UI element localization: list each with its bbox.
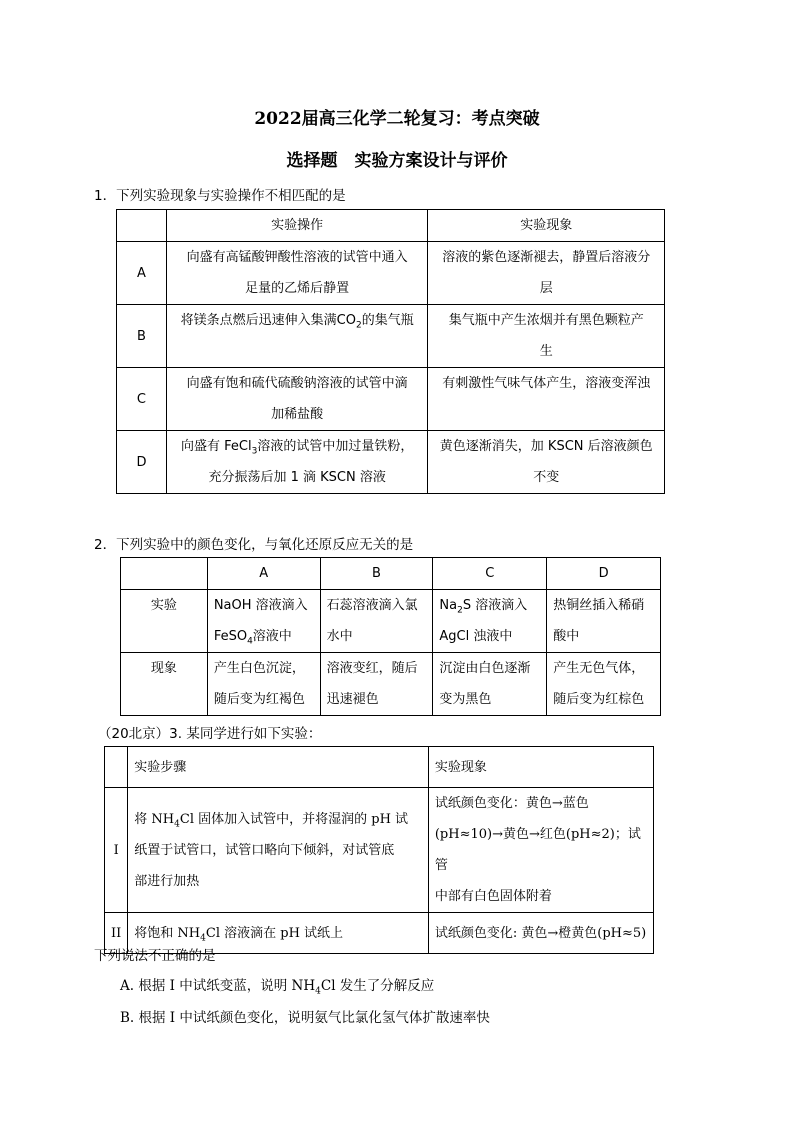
- column-c: C: [433, 558, 547, 590]
- header-operation: 实验操作: [166, 210, 428, 242]
- question-2-stem: 2．下列实验中的颜色变化，与氧化还原反应无关的是: [94, 537, 414, 553]
- row-label-phenomenon: 现象: [121, 653, 208, 716]
- table-row: [105, 788, 654, 913]
- phenomenon-cell: 溶液的紫色逐渐褪去，静置后溶液分 层: [428, 242, 665, 305]
- phenomenon-cell: 试纸颜色变化：黄色→蓝色 (pH≈10)→黄色→红色(pH≈2)；试管 中部有白色固体附着: [428, 788, 653, 913]
- table-row: [121, 558, 661, 590]
- row-label-experiment: 实验: [121, 590, 208, 653]
- page-title: 2022届高三化学二轮复习：考点突破: [254, 109, 540, 129]
- table-row: [105, 747, 654, 788]
- phenomenon-a: 产生白色沉淀， 随后变为红褐色: [207, 653, 320, 716]
- question-3-table: [104, 746, 654, 954]
- phenomenon-cell: 黄色逐渐消失，加 KSCN 后溶液颜色 不变: [428, 431, 665, 494]
- table-row: [117, 210, 665, 242]
- page-subtitle: 选择题 实验方案设计与评价: [286, 151, 508, 171]
- header-phenomenon: 实验现象: [428, 210, 665, 242]
- phenomenon-cell: 集气瓶中产生浓烟并有黑色颗粒产 生: [428, 305, 665, 368]
- row-label: B: [117, 305, 167, 368]
- table-row: [117, 431, 665, 494]
- experiment-b: 石蕊溶液滴入氯 水中: [320, 590, 433, 653]
- phenomenon-cell: 试纸颜色变化: 黄色→橙黄色(pH≈5): [428, 913, 653, 954]
- operation-cell: 向盛有 FeCl$_3$溶液的试管中加过量铁粉， 充分振荡后加 1 滴 KSCN 溶液: [166, 431, 428, 494]
- question-2-table: [120, 557, 661, 716]
- row-label: C: [117, 368, 167, 431]
- row-label: II: [105, 913, 128, 954]
- step-cell: 将 $NH_4Cl$ 固体加入试管中，并将湿润的 pH 试 纸置于试管口，试管口略向下倾斜，对试管底 部进行加热: [128, 788, 429, 913]
- experiment-d: 热铜丝插入稀硝 酸中: [547, 590, 661, 653]
- phenomenon-d: 产生无色气体， 随后变为红棕色: [547, 653, 661, 716]
- phenomenon-c: 沉淀由白色逐渐 变为黑色: [433, 653, 547, 716]
- phenomenon-cell: 有刺激性气味气体产生，溶液变浑浊: [428, 368, 665, 431]
- question-3-stem: （20北京）3. 某同学进行如下实验：: [98, 726, 322, 742]
- question-1-stem: 1．下列实验现象与实验操作不相匹配的是: [94, 188, 346, 204]
- column-d: D: [547, 558, 661, 590]
- row-label: I: [105, 788, 128, 913]
- phenomenon-b: 溶液变红，随后 迅速褪色: [320, 653, 433, 716]
- question-1-table: [116, 209, 665, 494]
- operation-cell: 向盛有饱和硫代硫酸钠溶液的试管中滴 加稀盐酸: [166, 368, 428, 431]
- column-b: B: [320, 558, 433, 590]
- operation-cell: 向盛有高锰酸钾酸性溶液的试管中通入 足量的乙烯后静置: [166, 242, 428, 305]
- header-steps: 实验步骤: [128, 747, 429, 788]
- table-row: [121, 590, 661, 653]
- table-row: [117, 305, 665, 368]
- operation-cell: 将镁条点燃后迅速伸入集满$CO_2$的集气瓶: [166, 305, 428, 368]
- step-cell: 将饱和 $NH_4Cl$ 溶液滴在 pH 试纸上: [128, 913, 429, 954]
- option-b: B. 根据 I 中试纸颜色变化，说明氨气比氯化氢气体扩散速率快: [120, 1010, 490, 1026]
- table-row: [121, 653, 661, 716]
- table-row: [117, 242, 665, 305]
- column-a: A: [207, 558, 320, 590]
- option-a: A. 根据 I 中试纸变蓝，说明 $NH_4Cl$ 发生了分解反应: [120, 978, 435, 997]
- row-label: A: [117, 242, 167, 305]
- header-phenomenon: 实验现象: [428, 747, 653, 788]
- row-label: D: [117, 431, 167, 494]
- question-3-prompt: 下列说法不正确的是: [94, 948, 216, 964]
- experiment-c: $Na_2S$ 溶液滴入 AgCl 浊液中: [433, 590, 547, 653]
- table-row: [117, 368, 665, 431]
- experiment-a: NaOH 溶液滴入 FeSO$_4$溶液中: [207, 590, 320, 653]
